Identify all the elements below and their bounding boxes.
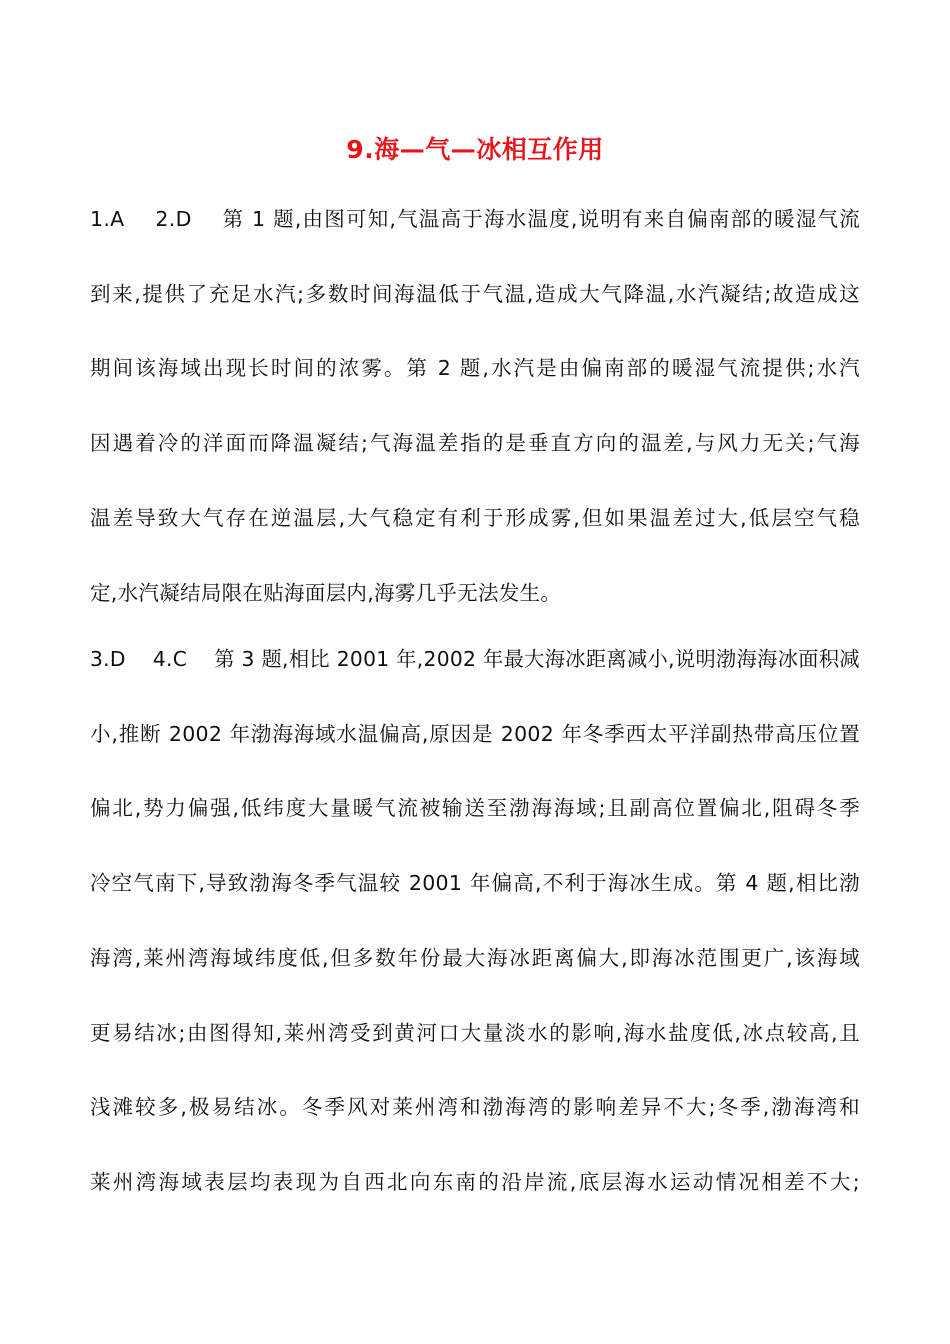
paragraph-line: 小,推断 2002 年渤海海域水温偏高,原因是 2002 年冬季西太平洋副热带高压位置 [90, 721, 860, 746]
paragraph-line: 3.D 4.C 第 3 题,相比 2001 年,2002 年最大海冰距离减小,说明渤海海冰面积减 [90, 647, 860, 671]
paragraph-line: 浅滩较多,极易结冰。冬季风对莱州湾和渤海湾的影响差异不大;冬季,渤海湾和 [90, 1095, 860, 1120]
paragraph-line: 定,水汽凝结局限在贴海面层内,海雾几乎无法发生。 [90, 580, 562, 605]
answer-paragraph-2 [90, 622, 860, 1220]
paragraph-line: 温差导致大气存在逆温层,大气稳定有利于形成雾,但如果温差过大,低层空气稳 [90, 505, 860, 530]
page-title: 9.海—气—冰相互作用 [346, 135, 604, 164]
answer-paragraph-1 [90, 182, 860, 630]
paragraph-line: 到来,提供了充足水汽;多数时间海温低于气温,造成大气降温,水汽凝结;故造成这 [90, 281, 860, 306]
paragraph-line: 更易结冰;由图得知,莱州湾受到黄河口大量淡水的影响,海水盐度低,冰点较高,且 [90, 1020, 860, 1045]
paragraph-line: 偏北,势力偏强,低纬度大量暖气流被输送至渤海海域;且副高位置偏北,阻碍冬季 [90, 796, 860, 821]
paragraph-line: 冷空气南下,导致渤海冬季气温较 2001 年偏高,不利于海冰生成。第 4 题,相比渤 [90, 871, 860, 896]
paragraph-line: 期间该海域出现长时间的浓雾。第 2 题,水汽是由偏南部的暖湿气流提供;水汽 [90, 356, 860, 381]
paragraph-line: 1.A 2.D 第 1 题,由图可知,气温高于海水温度,说明有来自偏南部的暖湿气流 [90, 207, 860, 231]
paragraph-line: 因遇着冷的洋面而降温凝结;气海温差指的是垂直方向的温差,与风力无关;气海 [90, 431, 860, 456]
paragraph-line: 海湾,莱州湾海域纬度低,但多数年份最大海冰距离偏大,即海冰范围更广,该海域 [90, 945, 860, 970]
paragraph-line: 莱州湾海域表层均表现为自西北向东南的沿岸流,底层海水运动情况相差不大; [90, 1169, 860, 1194]
